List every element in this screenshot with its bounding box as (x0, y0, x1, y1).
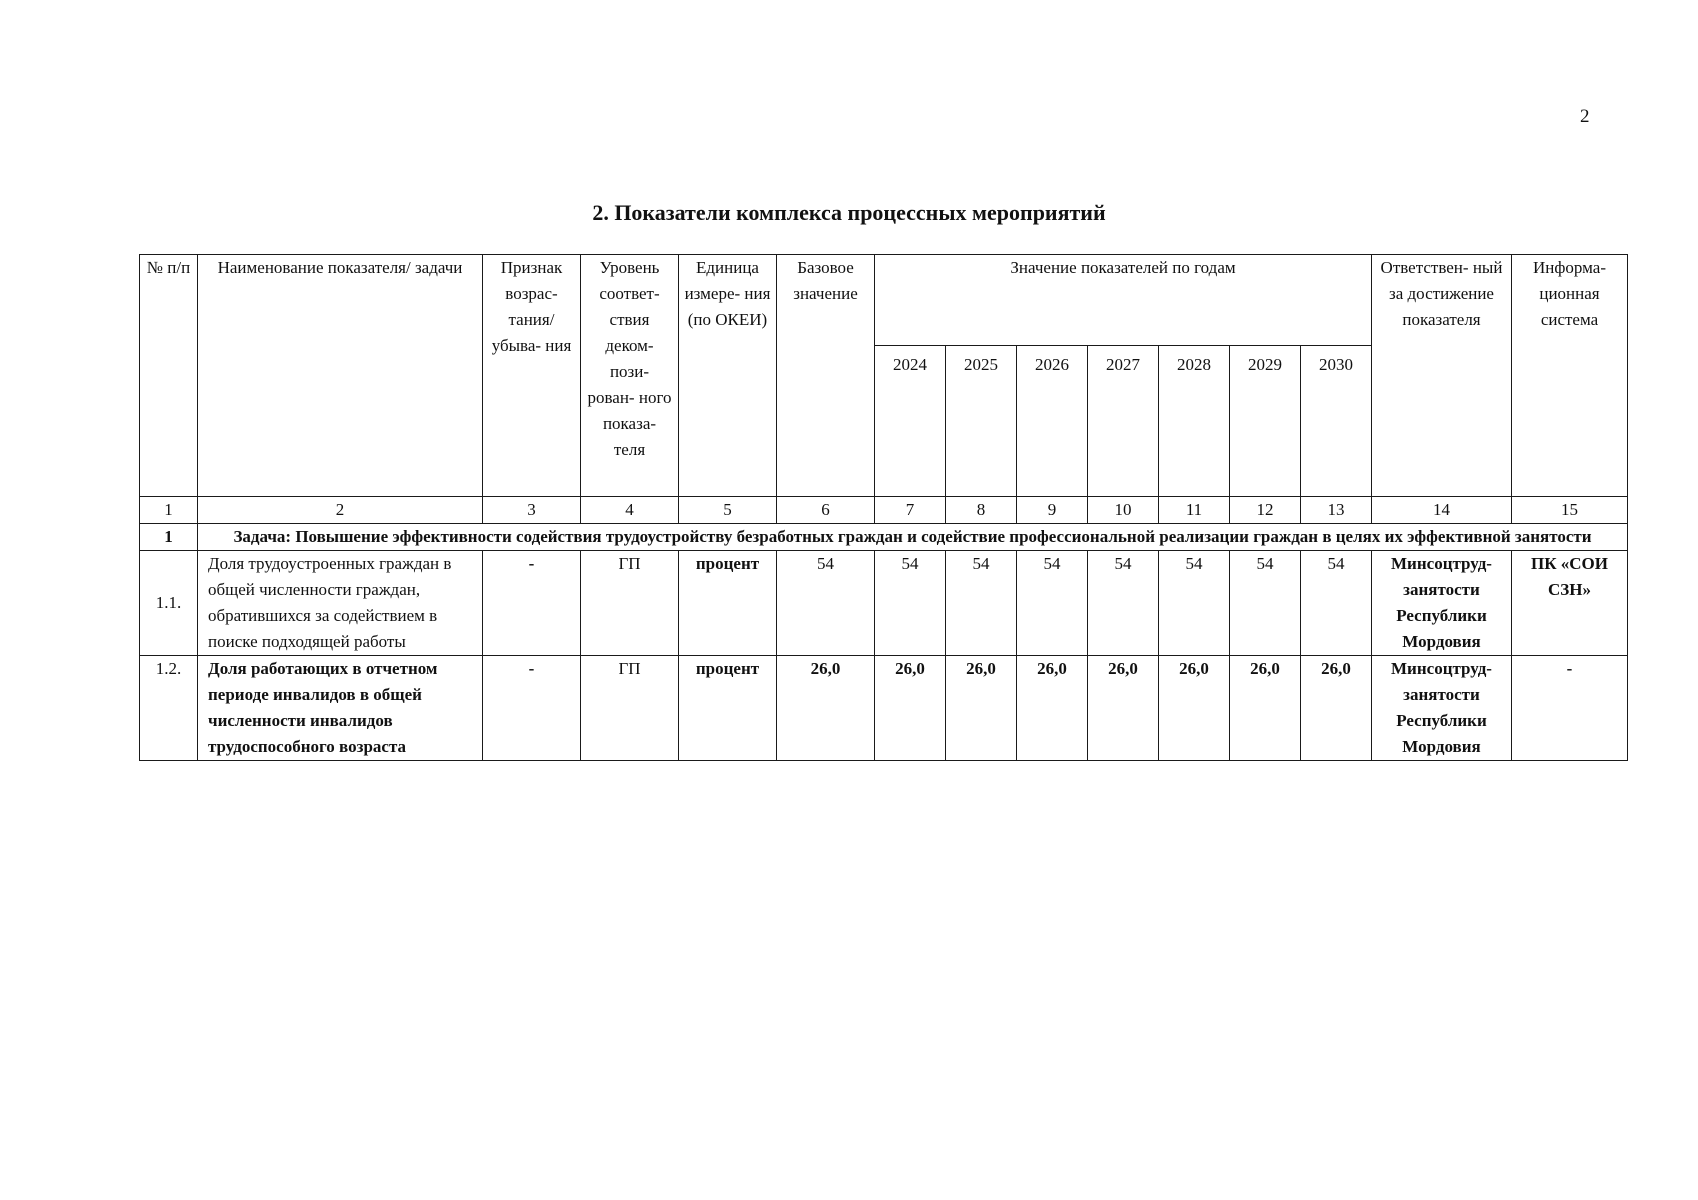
header-responsible: Ответствен- ный за достижение показателя (1372, 255, 1512, 497)
row-value: 54 (1230, 551, 1301, 656)
column-number: 2 (198, 497, 483, 524)
row-value: 26,0 (875, 656, 946, 761)
header-year: 2028 (1159, 346, 1230, 497)
row-level: ГП (581, 656, 679, 761)
column-number: 9 (1017, 497, 1088, 524)
column-number: 7 (875, 497, 946, 524)
row-unit: процент (679, 551, 777, 656)
task-row (140, 524, 1628, 551)
column-number: 4 (581, 497, 679, 524)
row-num: 1.2. (140, 656, 198, 761)
header-year: 2030 (1301, 346, 1372, 497)
row-value: 54 (1301, 551, 1372, 656)
header-level: Уровень соответ- ствия деком- пози- рован- ного показа- теля (581, 255, 679, 497)
header-sign: Признак возрас- тания/ убыва- ния (483, 255, 581, 497)
column-number: 13 (1301, 497, 1372, 524)
row-level: ГП (581, 551, 679, 656)
column-number: 15 (1512, 497, 1628, 524)
header-name: Наименование показателя/ задачи (198, 255, 483, 497)
row-value: 54 (946, 551, 1017, 656)
document-title: 2. Показатели комплекса процессных мероприятий (592, 200, 1106, 225)
row-value: 26,0 (1301, 656, 1372, 761)
header-year: 2024 (875, 346, 946, 497)
column-number: 12 (1230, 497, 1301, 524)
row-sign: - (483, 551, 581, 656)
header-year: 2026 (1017, 346, 1088, 497)
row-value: 54 (1017, 551, 1088, 656)
header-system: Информа- ционная система (1512, 255, 1628, 497)
header-unit: Единица измере- ния (по ОКЕИ) (679, 255, 777, 497)
row-value: 26,0 (1017, 656, 1088, 761)
column-number: 1 (140, 497, 198, 524)
column-number: 5 (679, 497, 777, 524)
task-text: Задача: Повышение эффективности содействия трудоустройству безработных граждан и содействие профессиональной реализации граждан в целях их эффективной занятости (198, 524, 1628, 551)
row-value: 26,0 (1230, 656, 1301, 761)
column-number: 3 (483, 497, 581, 524)
row-unit: процент (679, 656, 777, 761)
indicators-table (139, 254, 1628, 761)
row-name: Доля трудоустроенных граждан в общей численности граждан, обратившихся за содействием в поиске подходящей работы (198, 551, 483, 656)
row-value: 26,0 (1088, 656, 1159, 761)
task-num: 1 (140, 524, 198, 551)
row-value: 26,0 (1159, 656, 1230, 761)
column-number: 10 (1088, 497, 1159, 524)
header-year: 2029 (1230, 346, 1301, 497)
header-num: № п/п (140, 255, 198, 497)
column-number: 14 (1372, 497, 1512, 524)
row-value: 26,0 (946, 656, 1017, 761)
column-number: 6 (777, 497, 875, 524)
row-system: ПК «СОИ СЗН» (1512, 551, 1628, 656)
table-row (140, 656, 1628, 761)
header-year: 2025 (946, 346, 1017, 497)
header-years-group: Значение показателей по годам (875, 255, 1372, 346)
row-responsible: Минсоцтруд- занятости Республики Мордовия (1372, 551, 1512, 656)
column-number: 11 (1159, 497, 1230, 524)
column-number-row (140, 497, 1628, 524)
header-row-top (140, 255, 1628, 346)
row-num: 1.1. (140, 551, 198, 656)
row-value: 54 (875, 551, 946, 656)
row-base: 54 (777, 551, 875, 656)
row-name: Доля работающих в отчетном периоде инвалидов в общей численности инвалидов трудоспособного возраста (198, 656, 483, 761)
header-year: 2027 (1088, 346, 1159, 497)
header-base: Базовое значение (777, 255, 875, 497)
column-number: 8 (946, 497, 1017, 524)
page-number: 2 (1580, 106, 1590, 127)
row-base: 26,0 (777, 656, 875, 761)
row-sign: - (483, 656, 581, 761)
row-system: - (1512, 656, 1628, 761)
row-value: 54 (1159, 551, 1230, 656)
row-responsible: Минсоцтруд- занятости Республики Мордовия (1372, 656, 1512, 761)
table-row (140, 551, 1628, 656)
row-value: 54 (1088, 551, 1159, 656)
